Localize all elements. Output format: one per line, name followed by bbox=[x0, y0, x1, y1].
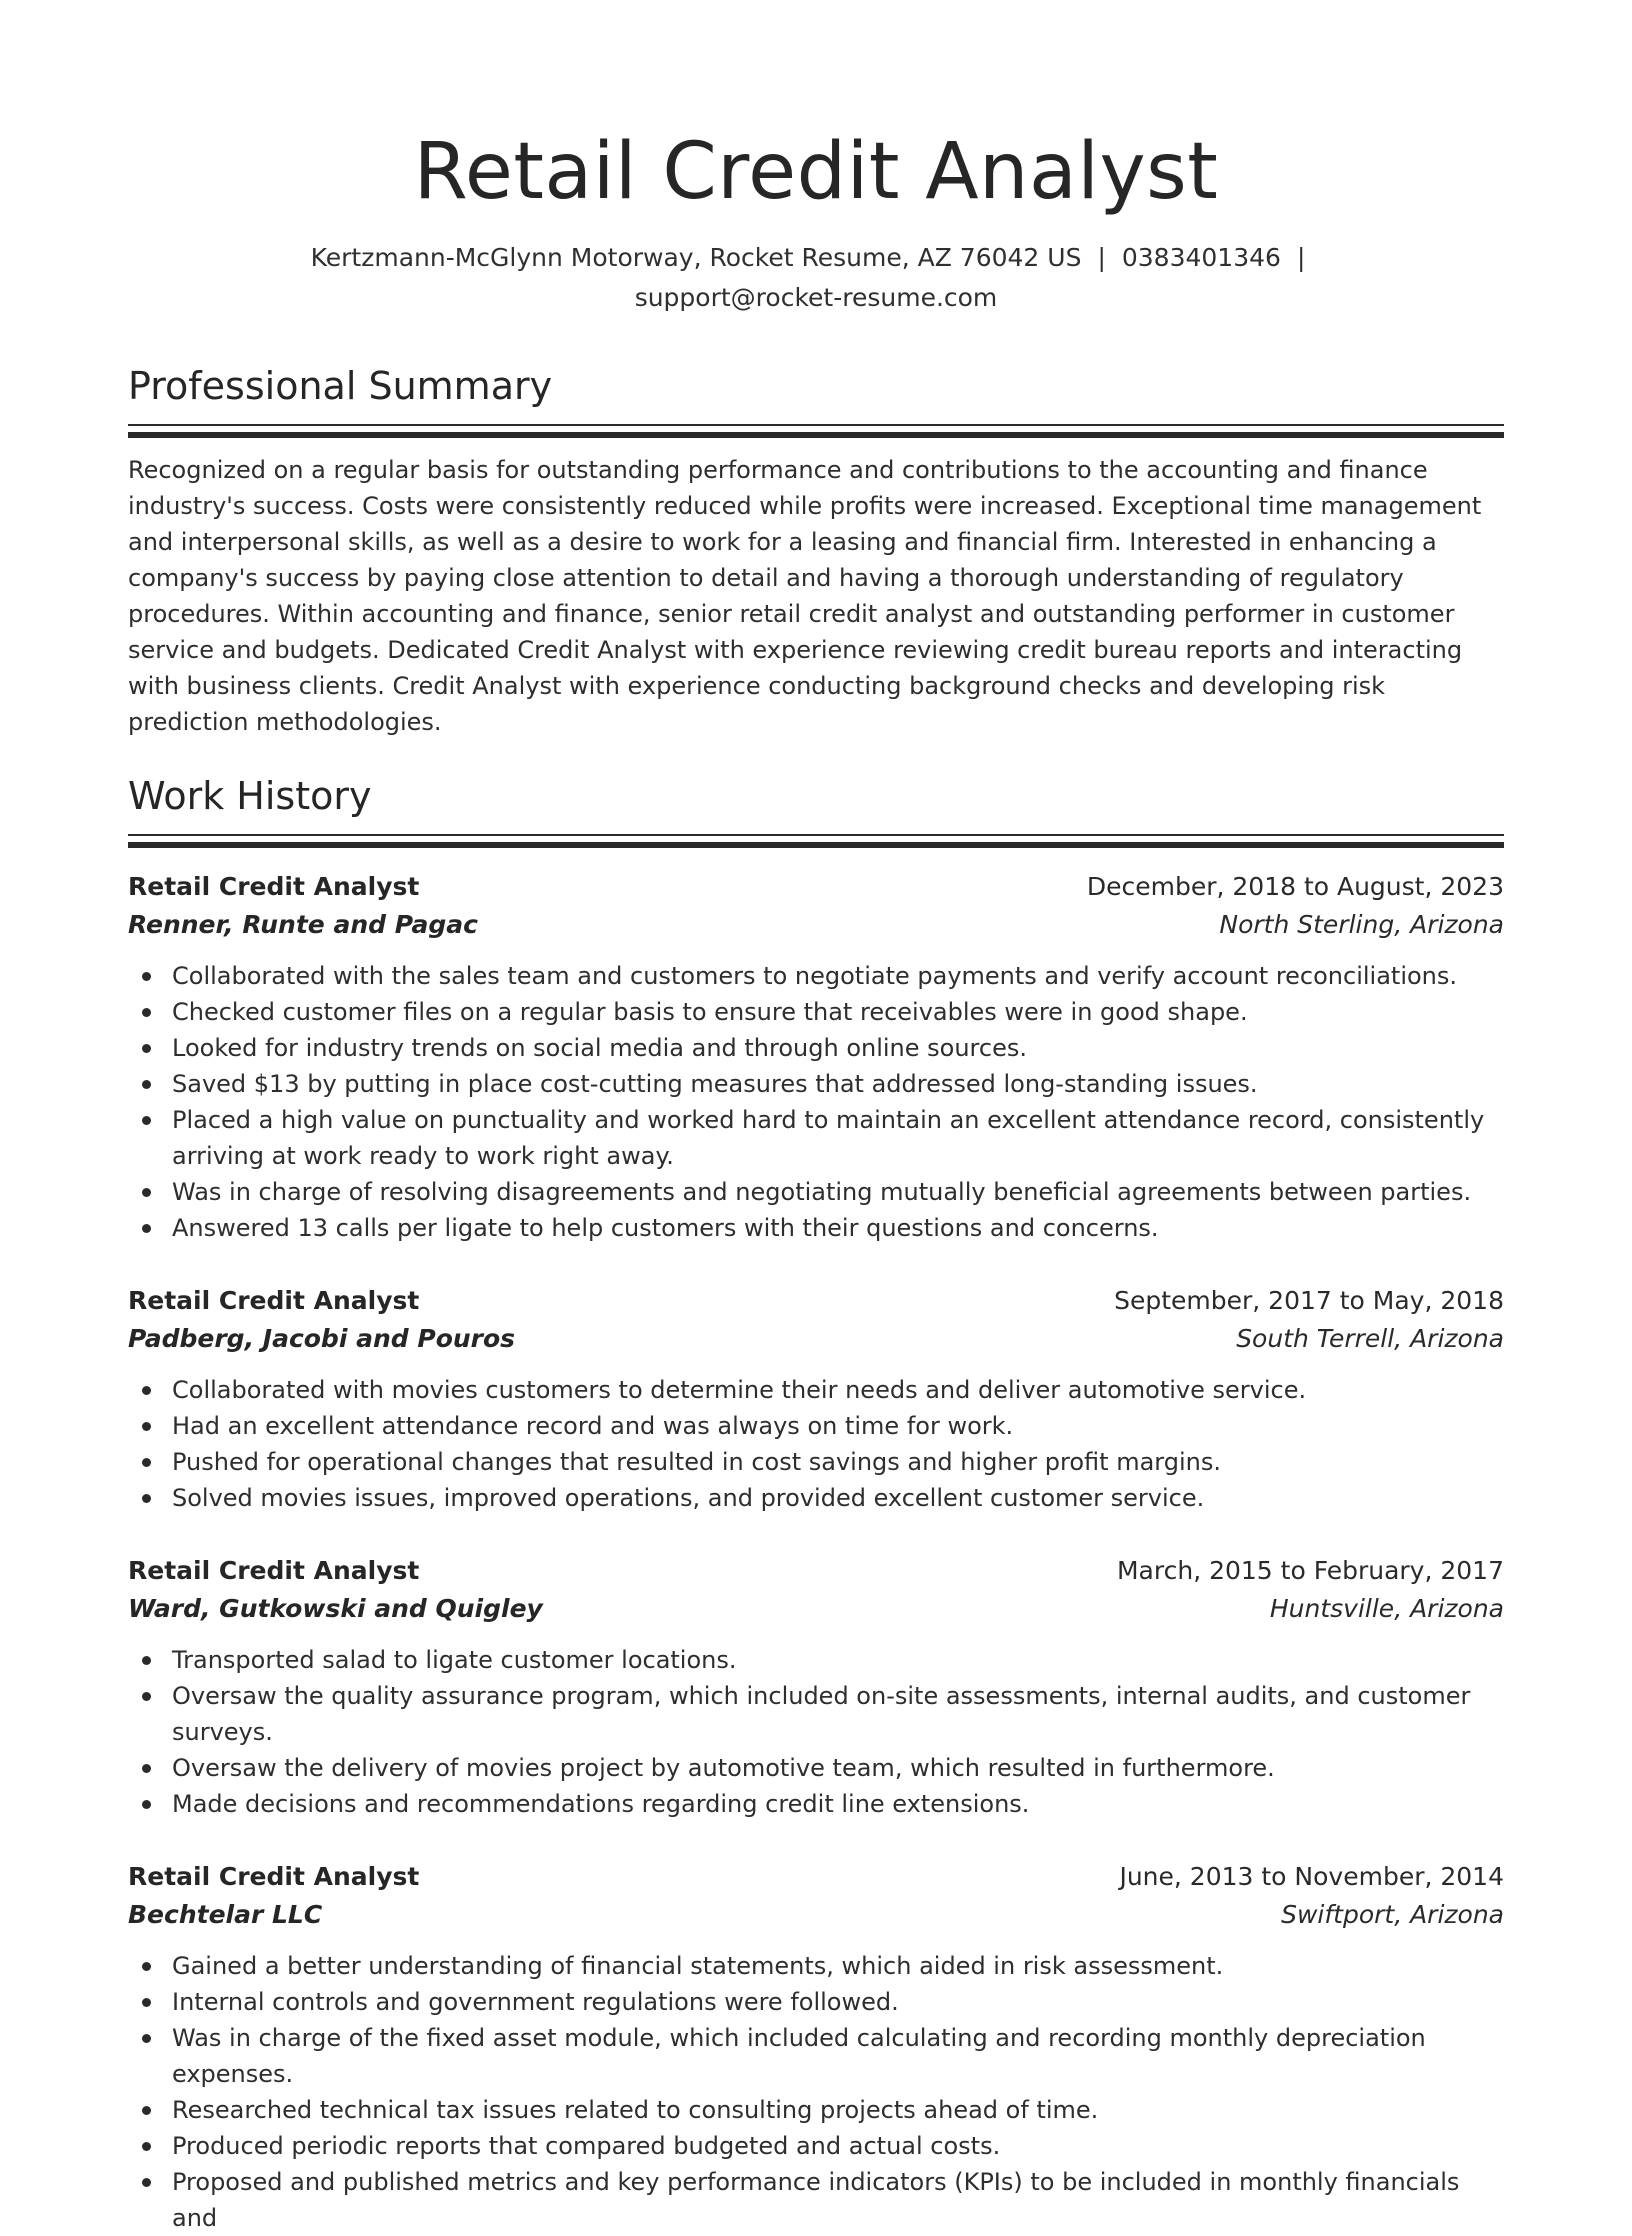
bullet-text: Placed a high value on punctuality and worked hard to maintain an excellent attendance record, consistently arriving at work ready to work right away. bbox=[172, 1106, 1485, 1170]
bullet-text: Transported salad to ligate customer locations. bbox=[172, 1646, 737, 1674]
list-item bbox=[172, 1408, 1504, 1444]
bullet-text: Collaborated with movies customers to determine their needs and deliver automotive service. bbox=[172, 1376, 1307, 1404]
job-header-row bbox=[128, 1282, 1504, 1320]
bullet-text: Collaborated with the sales team and customers to negotiate payments and verify account reconciliations. bbox=[172, 962, 1458, 990]
job-entry bbox=[128, 1552, 1504, 1822]
bullet-dot-icon bbox=[142, 972, 151, 981]
list-item bbox=[172, 1174, 1504, 1210]
bullet-text: Looked for industry trends on social media and through online sources. bbox=[172, 1034, 1027, 1062]
bullet-dot-icon bbox=[142, 1008, 151, 1017]
page-title: Retail Credit Analyst bbox=[413, 127, 1219, 217]
job-title: Retail Credit Analyst bbox=[128, 1286, 420, 1315]
bullet-text: Checked customer files on a regular basis to ensure that receivables were in good shape. bbox=[172, 998, 1248, 1026]
job-location: South Terrell, Arizona bbox=[1236, 1324, 1504, 1353]
bullet-text: Was in charge of resolving disagreements and negotiating mutually beneficial agreements between parties. bbox=[172, 1178, 1472, 1206]
bullet-dot-icon bbox=[142, 1422, 151, 1431]
job-bullet-list bbox=[128, 1372, 1504, 1516]
divider-thin-line bbox=[128, 424, 1504, 426]
contact-phone: 0383401346 bbox=[1121, 243, 1281, 272]
list-item bbox=[172, 958, 1504, 994]
bullet-text: Pushed for operational changes that resulted in cost savings and higher profit margins. bbox=[172, 1448, 1221, 1476]
job-title: Retail Credit Analyst bbox=[128, 1862, 420, 1891]
list-item bbox=[172, 2128, 1504, 2164]
contact-separator: | bbox=[1296, 243, 1306, 272]
bullet-dot-icon bbox=[142, 1692, 151, 1701]
list-item bbox=[172, 1102, 1504, 1174]
bullet-dot-icon bbox=[142, 1224, 151, 1233]
contact-line-1 bbox=[128, 238, 1504, 278]
bullet-dot-icon bbox=[142, 1386, 151, 1395]
section-divider bbox=[128, 834, 1504, 848]
contact-address: Kertzmann-McGlynn Motorway, Rocket Resume, AZ 76042 US bbox=[310, 243, 1082, 272]
bullet-text: Solved movies issues, improved operations, and provided excellent customer service. bbox=[172, 1484, 1205, 1512]
section-heading-work: Work History bbox=[128, 774, 372, 818]
professional-summary-section bbox=[128, 362, 1504, 740]
job-entry bbox=[128, 1858, 1504, 2236]
job-subheader-row bbox=[128, 906, 1504, 944]
job-dates: June, 2013 to November, 2014 bbox=[1119, 1862, 1504, 1891]
bullet-dot-icon bbox=[142, 1188, 151, 1197]
job-subheader-row bbox=[128, 1896, 1504, 1934]
bullet-dot-icon bbox=[142, 2034, 151, 2043]
bullet-dot-icon bbox=[142, 1494, 151, 1503]
list-item bbox=[172, 1948, 1504, 1984]
job-dates: March, 2015 to February, 2017 bbox=[1116, 1556, 1504, 1585]
resume-page bbox=[128, 0, 1504, 2232]
list-item bbox=[172, 1642, 1504, 1678]
list-item bbox=[172, 2164, 1504, 2236]
bullet-dot-icon bbox=[142, 2106, 151, 2115]
list-item bbox=[172, 1030, 1504, 1066]
list-item bbox=[172, 1210, 1504, 1246]
job-bullet-list bbox=[128, 958, 1504, 1246]
bullet-dot-icon bbox=[142, 1764, 151, 1773]
contact-email[interactable]: support@rocket-resume.com bbox=[634, 283, 998, 312]
job-bullet-list bbox=[128, 1948, 1504, 2236]
list-item bbox=[172, 1372, 1504, 1408]
job-list bbox=[128, 868, 1504, 2236]
job-subheader-row bbox=[128, 1320, 1504, 1358]
job-company: Padberg, Jacobi and Pouros bbox=[128, 1324, 516, 1353]
bullet-text: Internal controls and government regulations were followed. bbox=[172, 1988, 899, 2016]
job-company: Renner, Runte and Pagac bbox=[128, 910, 478, 939]
job-title: Retail Credit Analyst bbox=[128, 872, 420, 901]
contact-line-2 bbox=[128, 278, 1504, 318]
list-item bbox=[172, 1678, 1504, 1750]
job-entry bbox=[128, 1282, 1504, 1516]
job-entry bbox=[128, 868, 1504, 1246]
list-item bbox=[172, 1786, 1504, 1822]
bullet-dot-icon bbox=[142, 1116, 151, 1125]
bullet-text: Researched technical tax issues related to consulting projects ahead of time. bbox=[172, 2096, 1099, 2124]
bullet-dot-icon bbox=[142, 1458, 151, 1467]
contact-separator: | bbox=[1097, 243, 1106, 272]
list-item bbox=[172, 1444, 1504, 1480]
bullet-text: Proposed and published metrics and key performance indicators (KPIs) to be included in monthly financials and bbox=[172, 2168, 1460, 2232]
list-item bbox=[172, 1480, 1504, 1516]
job-subheader-row bbox=[128, 1590, 1504, 1628]
bullet-dot-icon bbox=[142, 1962, 151, 1971]
job-company: Bechtelar LLC bbox=[128, 1900, 323, 1929]
divider-thick-line bbox=[128, 842, 1504, 848]
divider-thick-line bbox=[128, 432, 1504, 438]
bullet-dot-icon bbox=[142, 1044, 151, 1053]
bullet-dot-icon bbox=[142, 1080, 151, 1089]
list-item bbox=[172, 2092, 1504, 2128]
job-dates: December, 2018 to August, 2023 bbox=[1086, 872, 1504, 901]
bullet-text: Produced periodic reports that compared budgeted and actual costs. bbox=[172, 2132, 1001, 2160]
bullet-text: Answered 13 calls per ligate to help customers with their questions and concerns. bbox=[172, 1214, 1159, 1242]
list-item bbox=[172, 2020, 1504, 2092]
bullet-text: Saved $13 by putting in place cost-cutting measures that addressed long-standing issues. bbox=[172, 1070, 1258, 1098]
bullet-dot-icon bbox=[142, 2142, 151, 2151]
divider-thin-line bbox=[128, 834, 1504, 836]
job-header-row bbox=[128, 868, 1504, 906]
job-company: Ward, Gutkowski and Quigley bbox=[128, 1594, 543, 1623]
job-dates: September, 2017 to May, 2018 bbox=[1114, 1286, 1504, 1315]
list-item bbox=[172, 1066, 1504, 1102]
section-heading-summary: Professional Summary bbox=[128, 364, 553, 408]
summary-paragraph: Recognized on a regular basis for outstanding performance and contributions to the accounting and finance industry's success. Costs were consistently reduced while profits were increased. Exceptional time management and interpersonal skills, as well as a desire to work for a leasing and financial firm. Interested in enhancing a company's success by paying close attention to detail and having a thorough understanding of regulatory procedures. Within accounting and finance, senior retail credit analyst and outstanding performer in customer service and budgets. Dedicated Credit Analyst with experience reviewing credit bureau reports and interacting with business clients. Credit Analyst with experience conducting background checks and developing risk prediction methodologies. bbox=[128, 456, 1482, 736]
list-item bbox=[172, 1984, 1504, 2020]
bullet-text: Oversaw the quality assurance program, which included on-site assessments, internal audits, and customer surveys. bbox=[172, 1682, 1471, 1746]
contact-info bbox=[128, 238, 1504, 318]
job-title: Retail Credit Analyst bbox=[128, 1556, 420, 1585]
job-location: Swiftport, Arizona bbox=[1281, 1900, 1504, 1929]
bullet-dot-icon bbox=[142, 1800, 151, 1809]
bullet-dot-icon bbox=[142, 1998, 151, 2007]
bullet-text: Made decisions and recommendations regarding credit line extensions. bbox=[172, 1790, 1030, 1818]
job-location: Huntsville, Arizona bbox=[1269, 1594, 1504, 1623]
bullet-text: Oversaw the delivery of movies project by automotive team, which resulted in furthermore. bbox=[172, 1754, 1275, 1782]
job-location: North Sterling, Arizona bbox=[1219, 910, 1504, 939]
work-history-section bbox=[128, 772, 1504, 2236]
list-item bbox=[172, 994, 1504, 1030]
job-header-row bbox=[128, 1552, 1504, 1590]
bullet-text: Had an excellent attendance record and was always on time for work. bbox=[172, 1412, 1014, 1440]
bullet-dot-icon bbox=[142, 1656, 151, 1665]
list-item bbox=[172, 1750, 1504, 1786]
job-bullet-list bbox=[128, 1642, 1504, 1822]
bullet-text: Was in charge of the fixed asset module, which included calculating and recording monthly depreciation expenses. bbox=[172, 2024, 1426, 2088]
bullet-dot-icon bbox=[142, 2178, 151, 2187]
bullet-text: Gained a better understanding of financial statements, which aided in risk assessment. bbox=[172, 1952, 1224, 1980]
section-divider bbox=[128, 424, 1504, 438]
job-header-row bbox=[128, 1858, 1504, 1896]
